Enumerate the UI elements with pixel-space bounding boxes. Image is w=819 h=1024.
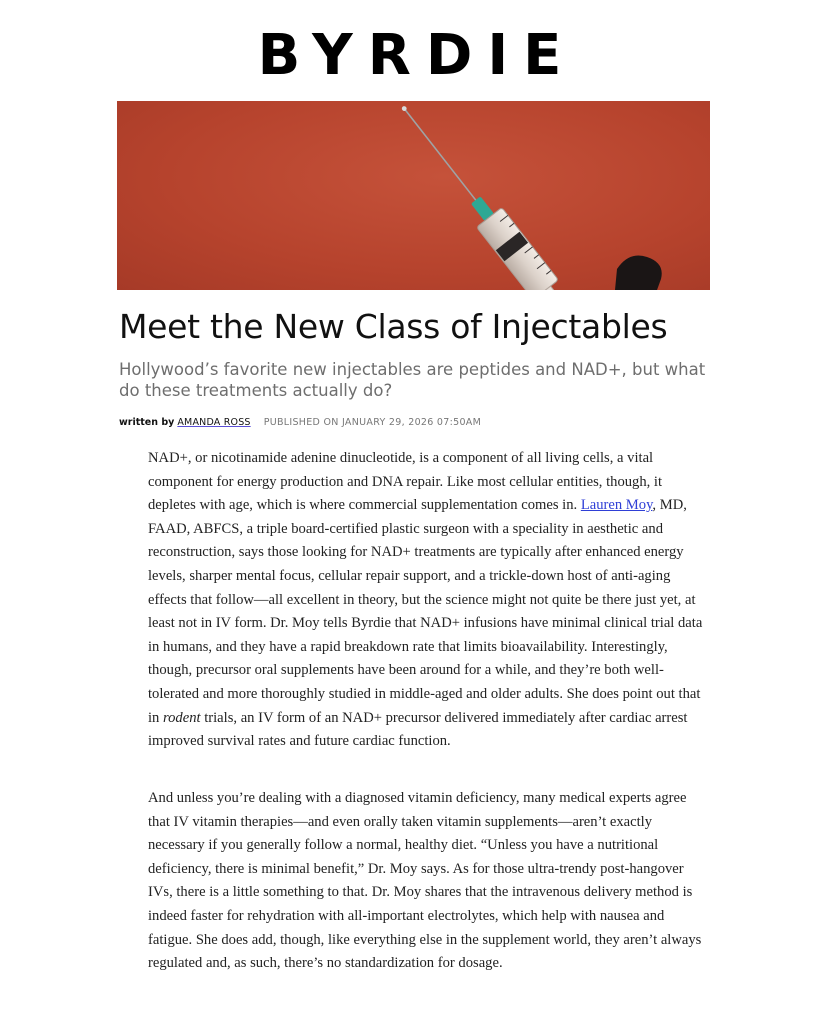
article-paragraph-1 [148,447,708,754]
byline [119,416,719,430]
article-subtitle: Hollywood’s favorite new injectables are peptides and NAD+, but what do these treatments actually do? [119,360,706,400]
byrdie-logo[interactable]: BYRDIE [257,23,577,88]
publish-date: PUBLISHED ON JANUARY 29, 2026 07:50AM [263,417,482,428]
paragraph-1-text-b: , MD, FAAD, ABFCS, a triple board-certified plastic surgeon with a speciality in aesthetic and reconstruction, says those looking for NAD+ treatments are typically after enhanced energy levels, sharper mental focus, cellular repair support, and a trickle-down host of anti-aging effects that follow—all excellent in theory, but the science might not quite be there just yet, at least not in IV form. Dr. Moy tells Byrdie that NAD+ infusions have minimal clinical trial data in humans, and they have a rapid breakdown rate that limits bioavailability. Interestingly, though, precursor oral supplements have been around for a while, and they’re both well-tolerated and more thoroughly studied in middle-aged and older adults. She does point out that in [148,497,703,726]
author-link[interactable]: AMANDA ROSS [177,417,251,428]
lauren-moy-link[interactable]: Lauren Moy [580,497,653,514]
syringe-illustration [117,101,710,290]
article-paragraph-2: And unless you’re dealing with a diagnosed vitamin deficiency, many medical experts agree that IV vitamin therapies—and even orally taken vitamin supplements—aren’t exactly necessary if you generally follow a normal, healthy diet. “Unless you have a nutritional deficiency, there is minimal benefit,” Dr. Moy says. As for those ultra-trendy post-hangover IVs, there is a little something to that. Dr. Moy shares that the intravenous delivery method is indeed faster for rehydration with all-important electrolytes, which help with nausea and fatigue. She does add, though, like everything else in the supplement world, they aren’t always regulated and, as such, there’s no standardization for dosage. [148,790,702,972]
glove-shape [615,256,662,291]
paragraph-1-container [148,447,708,767]
emphasis-rodent: rodent [163,709,201,726]
paragraph-1-text-c: trials, an IV form of an NAD+ precursor delivered immediately after cardiac arrest improved survival rates and future cardiac function. [148,709,688,750]
written-by-label: written by [119,417,175,428]
needle [402,107,477,203]
paragraph-1-text-a: NAD+, or nicotinamide adenine dinucleotide, is a component of all living cells, a vital component for energy production and DNA repair. Like most cellular entities, though, it depletes with age, which is where commercial supplementation comes in. [148,450,663,514]
hero-image [117,101,710,290]
article-title: Meet the New Class of Injectables [119,307,668,346]
